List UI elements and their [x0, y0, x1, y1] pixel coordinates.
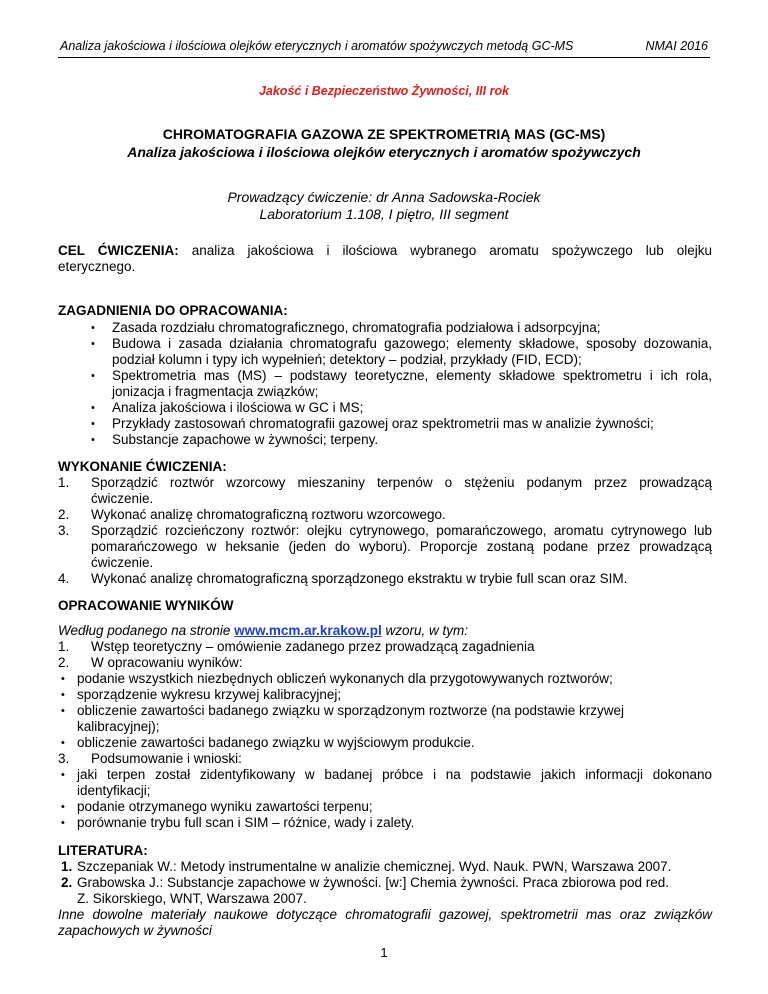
sub-item: porównanie trybu full scan i SIM – różnice, wady i zalety.: [77, 815, 415, 830]
bullet-icon: •: [61, 769, 65, 781]
bullet-icon: •: [91, 434, 95, 446]
topic-item: Zasada rozdziału chromatograficznego, chromatografia podziałowa i adsorpcyjna;: [112, 320, 601, 335]
topic-item: Spektrometria mas (MS) – podstawy teoretyczne, elementy składowe spektrometru i ich rola,: [112, 368, 712, 383]
document-subtitle: Analiza jakościowa i ilościowa olejków eterycznych i aromatów spożywczych: [127, 144, 641, 160]
sub-item: sporządzenie wykresu krzywej kalibracyjnej;: [77, 687, 342, 702]
step-text-cont: ćwiczenie.: [91, 491, 154, 506]
bullet-icon: •: [91, 338, 95, 350]
reference-number: 1.: [61, 859, 73, 874]
point-text: W opracowaniu wyników:: [91, 655, 243, 670]
bullet-icon: •: [91, 402, 95, 414]
sub-item: obliczenie zawartości badanego związku w sporządzonym roztworze (na podstawie krzywej: [77, 703, 625, 718]
instructor: Prowadzący ćwiczenie: dr Anna Sadowska-Rociek: [227, 189, 541, 205]
literature-heading: LITERATURA:: [58, 843, 148, 858]
document-title: CHROMATOGRAFIA GAZOWA ZE SPEKTROMETRIĄ MAS (GC-MS): [162, 126, 606, 142]
reference-text: Szczepaniak W.: Metody instrumentalne w analizie chemicznej. Wyd. Nauk. PWN, Warszawa 2007.: [77, 859, 672, 874]
bullet-icon: •: [91, 418, 95, 430]
step-number: 1.: [58, 475, 70, 490]
topic-item: Analiza jakościowa i ilościowa w GC i MS;: [112, 400, 364, 415]
header-code: NMAI 2016: [645, 39, 708, 53]
topic-item-cont: podział kolumn i typy ich wypełnień; detektory – podział, przykłady (FID, ECD);: [112, 352, 582, 367]
step-text: Wykonać analizę chromatograficzną sporządzonego ekstraktu w trybie full scan oraz SIM.: [91, 571, 628, 586]
point-number: 1.: [58, 639, 70, 654]
point-text: Podsumowanie i wnioski:: [91, 751, 242, 766]
sub-item: jaki terpen został zidentyfikowany w badanej próbce i na podstawie jakich informacji dokonano: [77, 767, 712, 782]
reference-text: Grabowska J.: Substancje zapachowe w żywności. [w:] Chemia żywności. Praca zbiorowa pod red.: [77, 875, 670, 890]
course-name: Jakość i Bezpieczeństwo Żywności, III rok: [258, 84, 510, 98]
bullet-icon: •: [91, 370, 95, 382]
sub-item: obliczenie zawartości badanego związku w wyjściowym produkcie.: [77, 735, 475, 750]
results-intro-text: wzoru, w tym:: [381, 623, 468, 638]
goal-line: [58, 243, 712, 259]
goal-text: analiza jakościowa i ilościowa wybranego aromatu spożywczego lub olejku: [191, 243, 712, 258]
step-text: Wykonać analizę chromatograficzną roztworu wzorcowego.: [91, 507, 446, 522]
literature-note: Inne dowolne materiały naukowe dotyczące chromatografii gazowej, spektrometrii mas oraz związków: [58, 907, 712, 922]
goal-text-cont: eterycznego.: [58, 259, 136, 274]
topic-item-cont: jonizacja i fragmentacja związków;: [112, 384, 319, 399]
page-number: 1: [380, 945, 388, 960]
sub-item-cont: identyfikacji;: [77, 783, 151, 798]
results-intro-text: Według podanego na stronie: [58, 623, 235, 638]
execution-heading: WYKONANIE ĆWICZENIA:: [58, 459, 227, 474]
topics-heading: ZAGADNIENIA DO OPRACOWANIA:: [58, 303, 288, 318]
header-title: Analiza jakościowa i ilościowa olejków eterycznych i aromatów spożywczych metodą GC-MS: [60, 39, 574, 53]
bullet-icon: •: [91, 322, 95, 334]
bullet-icon: •: [61, 801, 65, 813]
running-header: [58, 39, 710, 58]
topic-item: Substancje zapachowe w żywności; terpeny.: [112, 432, 379, 447]
step-number: 3.: [58, 523, 70, 538]
point-number: 3.: [58, 751, 70, 766]
sub-item: podanie wszystkich niezbędnych obliczeń wykonanych dla przygotowywanych roztworów;: [77, 671, 613, 686]
laboratory: Laboratorium 1.108, I piętro, III segment: [259, 206, 509, 222]
reference-number: 2.: [61, 875, 73, 890]
step-text-cont: ćwiczenie.: [91, 555, 154, 570]
step-text-cont: pomarańczowego w heksanie (jeden do wyboru). Proporcje zostaną podane przez prowadzącą: [91, 539, 712, 554]
point-number: 2.: [58, 655, 70, 670]
topic-item: Przykłady zastosowań chromatografii gazowej oraz spektrometrii mas w analizie żywności;: [112, 416, 654, 431]
sub-item-cont: kalibracyjnej);: [77, 719, 160, 734]
step-number: 4.: [58, 571, 70, 586]
step-number: 2.: [58, 507, 70, 522]
step-text: Sporządzić roztwór wzorcowy mieszaniny terpenów o stężeniu podanym przez prowadzącą: [91, 475, 712, 490]
reference-text-cont: Z. Sikorskiego, WNT, Warszawa 2007.: [77, 891, 307, 906]
point-text: Wstęp teoretyczny – omówienie zadanego przez prowadzącą zagadnienia: [91, 639, 535, 654]
bullet-icon: •: [61, 673, 65, 685]
bullet-icon: •: [61, 817, 65, 829]
sub-item: podanie otrzymanego wyniku zawartości terpenu;: [77, 799, 373, 814]
results-intro: [58, 623, 712, 639]
topic-item: Budowa i zasada działania chromatografu gazowego; elementy składowe, sposoby dozowania,: [112, 336, 712, 351]
goal-label: CEL ĆWICZENIA:: [58, 243, 179, 258]
bullet-icon: •: [61, 705, 65, 717]
literature-note-cont: zapachowych w żywności: [58, 923, 212, 938]
bullet-icon: •: [61, 689, 65, 701]
website-link[interactable]: www.mcm.ar.krakow.pl: [234, 623, 382, 638]
results-heading: OPRACOWANIE WYNIKÓW: [58, 598, 234, 613]
step-text: Sporządzić rozcieńczony roztwór: olejku cytrynowego, pomarańczowego, aromatu cytrynowego lub: [91, 523, 712, 538]
bullet-icon: •: [61, 737, 65, 749]
